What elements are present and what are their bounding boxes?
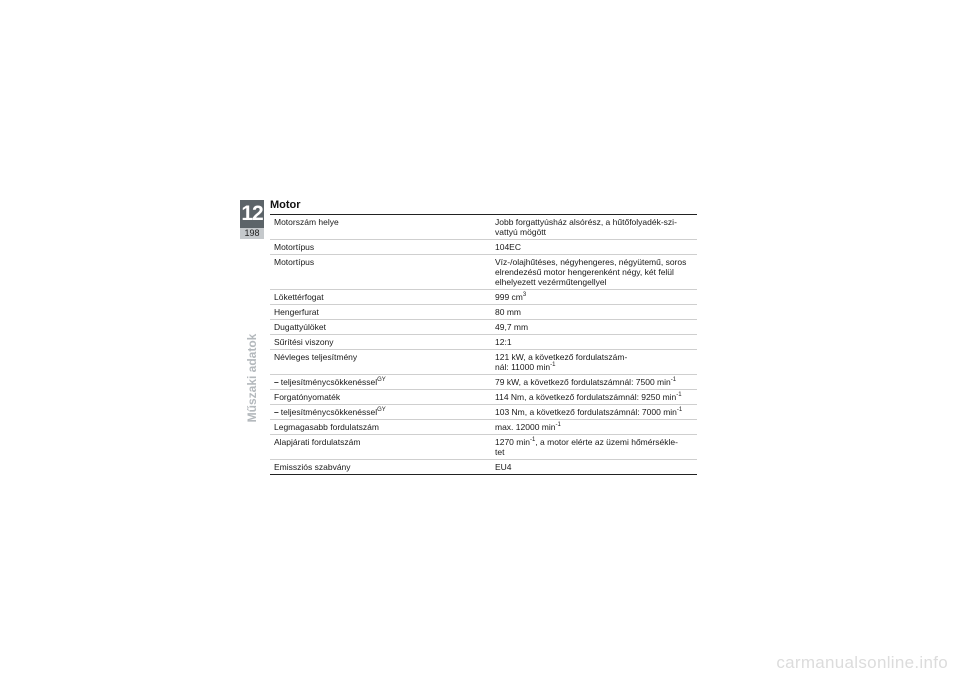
value-superscript: 3	[522, 292, 527, 299]
spec-value	[491, 290, 697, 304]
spec-label	[270, 255, 491, 289]
chapter-number: 12	[240, 200, 264, 228]
spec-label-text: Dugattyúlöket	[274, 322, 326, 332]
dash-marker: –	[274, 407, 279, 417]
spec-label	[270, 420, 491, 434]
label-superscript: GY	[377, 407, 386, 414]
spec-value	[491, 405, 697, 419]
spec-value-text: 104EC	[495, 242, 521, 252]
chapter-title-vertical	[242, 333, 262, 423]
spec-value-text: Jobb forgattyúsház alsórész, a hűtőfolyadék-szi- vattyú mögött	[495, 217, 677, 237]
table-row	[270, 434, 697, 459]
label-superscript: GY	[377, 377, 386, 384]
table-row	[270, 374, 697, 389]
spec-label	[270, 350, 491, 374]
spec-label-text: Motorszám helye	[274, 217, 339, 227]
table-row	[270, 404, 697, 419]
spec-value-text: 1270 min	[495, 437, 530, 447]
spec-value-text: 114 Nm, a következő fordulatszámnál: 9250 min	[495, 392, 677, 402]
spec-label-text: Hengerfurat	[274, 307, 319, 317]
spec-label-text: teljesítménycsökkenéssel	[280, 377, 378, 387]
spec-label-text: Lökettérfogat	[274, 292, 324, 302]
table-row	[270, 304, 697, 319]
table-row	[270, 334, 697, 349]
spec-label-text: Motortípus	[274, 242, 315, 252]
spec-value-text: Víz-/olajhűtéses, négyhengeres, négyütemű, soros elrendezésű motor hengerenként négy, két felül elhelyezett vezérműtengellyel	[495, 257, 687, 287]
spec-value	[491, 215, 697, 239]
value-superscript: -1	[529, 437, 536, 444]
value-superscript: -1	[676, 392, 682, 399]
spec-value	[491, 305, 697, 319]
spec-value-text: 80 mm	[495, 307, 521, 317]
spec-label-text: Legmagasabb fordulatszám	[274, 422, 379, 432]
table-row	[270, 254, 697, 289]
spec-label-text: Alapjárati fordulatszám	[274, 437, 361, 447]
spec-value	[491, 375, 697, 389]
spec-value-text: 79 kW, a következő fordulatszámnál: 7500 min	[495, 377, 671, 387]
value-superscript: -1	[670, 377, 677, 384]
spec-value	[491, 460, 697, 474]
spec-label	[270, 215, 491, 239]
page-number: 198	[240, 228, 264, 239]
spec-label	[270, 435, 491, 459]
section-title: Motor	[270, 199, 301, 211]
table-row	[270, 389, 697, 404]
value-superscript: -1	[676, 407, 683, 414]
spec-value-text: 49,7 mm	[495, 322, 529, 332]
spec-value-text: max. 12000 min	[495, 422, 556, 432]
spec-label	[270, 320, 491, 334]
spec-label	[270, 390, 491, 404]
dash-marker: –	[274, 377, 279, 387]
spec-value	[491, 435, 697, 459]
spec-value	[491, 320, 697, 334]
spec-label	[270, 240, 491, 254]
table-row	[270, 239, 697, 254]
value-superscript: -1	[550, 362, 556, 369]
spec-value-text: 103 Nm, a következő fordulatszámnál: 7000 min	[495, 407, 677, 417]
spec-label	[270, 375, 491, 389]
spec-value	[491, 350, 697, 374]
spec-label	[270, 305, 491, 319]
spec-value	[491, 240, 697, 254]
table-row	[270, 289, 697, 304]
spec-label-text: Sűrítési viszony	[274, 337, 334, 347]
spec-label	[270, 290, 491, 304]
spec-value-text: 121 kW, a következő fordulatszám- nál: 11000 min	[495, 352, 628, 372]
table-row	[270, 419, 697, 434]
spec-label-text: Forgatónyomaték	[274, 392, 341, 402]
spec-label	[270, 405, 491, 419]
value-superscript: -1	[555, 422, 561, 429]
spec-label-text: Motortípus	[274, 257, 315, 267]
spec-value-text: 12:1	[495, 337, 512, 347]
spec-label	[270, 335, 491, 349]
spec-label-text: Emissziós szabvány	[274, 462, 351, 472]
spec-value-text: 999 cm	[495, 292, 523, 302]
watermark: carmanualsonline.info	[776, 653, 948, 672]
table-row	[270, 319, 697, 334]
spec-value-continuation: , a motor elérte az üzemi hőmérsékle- tet	[495, 437, 678, 457]
spec-value-text: EU4	[495, 462, 512, 472]
table-row	[270, 459, 697, 474]
spec-label-text: teljesítménycsökkenéssel	[280, 407, 378, 417]
spec-label-text: Névleges teljesítmény	[274, 352, 358, 362]
spec-value	[491, 390, 697, 404]
table-row	[270, 349, 697, 374]
spec-label	[270, 460, 491, 474]
spec-value	[491, 335, 697, 349]
chapter-title: Műszaki adatok	[245, 333, 259, 423]
spec-value	[491, 255, 697, 289]
table-row	[270, 215, 697, 239]
spec-value	[491, 420, 697, 434]
spec-table	[270, 214, 697, 475]
